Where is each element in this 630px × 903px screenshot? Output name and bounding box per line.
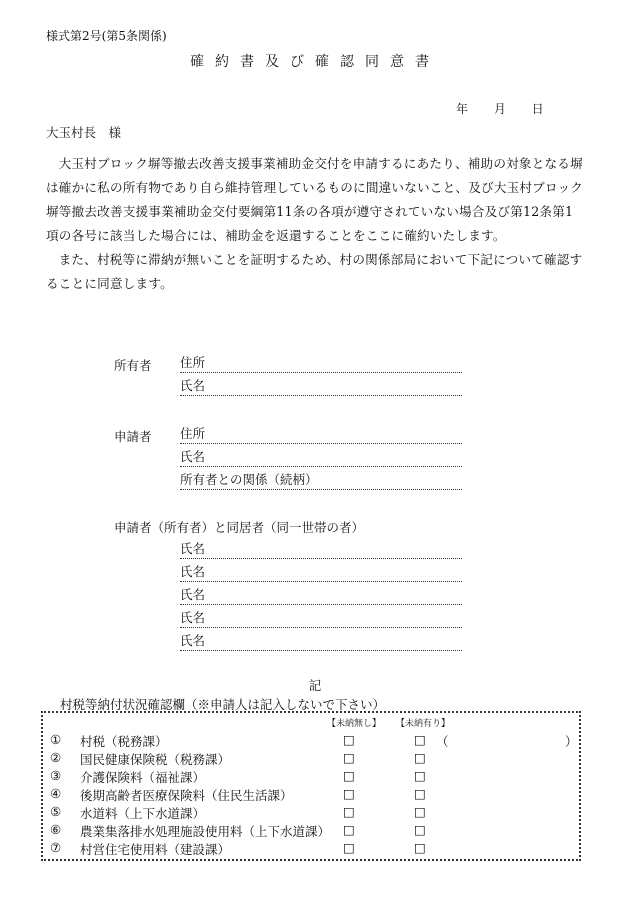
cohabitants-label: 申請者（所有者）と同居者（同一世帯の者） [114,520,365,535]
item-number: ⑤ [50,804,62,819]
confirmation-row-3 [50,768,570,786]
unpaid-yes-checkbox[interactable]: □ [414,804,426,819]
note-paren-close: ） [565,734,578,749]
cohabitant-name-field-4[interactable] [180,609,462,628]
item-label: 国民健康保険税（税務課） [80,752,231,767]
unpaid-none-checkbox[interactable]: □ [343,840,355,855]
unpaid-yes-checkbox[interactable]: □ [414,732,426,747]
confirmation-caption: 村税等納付状況確認欄（※申請人は記入しないで下さい） [60,697,386,712]
item-number: ④ [50,786,62,801]
owner-address-label: 住所 [180,355,206,370]
unpaid-none-checkbox[interactable]: □ [343,822,355,837]
cohabitant-name-field-3[interactable] [180,586,462,605]
applicant-address-field[interactable] [180,425,462,444]
item-number: ① [50,732,62,747]
item-label: 水道料（上下水道課） [80,806,206,821]
unpaid-yes-checkbox[interactable]: □ [414,750,426,765]
unpaid-none-checkbox[interactable]: □ [343,750,355,765]
owner-name-label: 氏名 [180,378,206,393]
cohabitant-name-field-5[interactable] [180,632,462,651]
item-label: 村税（税務課） [80,734,168,749]
item-number: ② [50,750,62,765]
unpaid-yes-checkbox[interactable]: □ [414,822,426,837]
item-label: 介護保険料（福祉課） [80,770,206,785]
cohabitant-name-label: 氏名 [180,610,206,625]
unpaid-none-checkbox[interactable]: □ [343,768,355,783]
applicant-label: 申請者 [114,429,152,444]
confirmation-row-6 [50,822,570,840]
addressee: 大玉村長 様 [46,125,122,140]
unpaid-yes-checkbox[interactable]: □ [414,768,426,783]
confirmation-row-7 [50,840,570,858]
unpaid-none-checkbox[interactable]: □ [343,804,355,819]
applicant-name-label: 氏名 [180,449,206,464]
confirmation-row-5 [50,804,570,822]
cohabitant-name-field-1[interactable] [180,540,462,559]
date-line: 年 月 日 [456,102,544,116]
applicant-address-label: 住所 [180,426,206,441]
item-number: ⑥ [50,822,62,837]
col-unpaid-none: 【未納無し】 [327,719,382,729]
cohabitant-name-label: 氏名 [180,587,206,602]
owner-name-field[interactable] [180,377,462,396]
item-label: 農業集落排水処理施設使用料（上下水道課） [80,824,331,839]
pledge-body [46,152,586,296]
owner-label: 所有者 [114,358,152,373]
confirmation-row-4 [50,786,570,804]
cohabitant-name-field-2[interactable] [180,563,462,582]
item-number: ③ [50,768,62,783]
cohabitant-name-label: 氏名 [180,541,206,556]
consent-paragraph-2: また、村税等に滞納が無いことを証明するため、村の関係部局において下記について確認することに同意します。 [46,252,583,291]
item-label: 後期高齢者医療保険料（住民生活課） [80,788,293,803]
confirmation-row-1 [50,732,578,750]
unpaid-none-checkbox[interactable]: □ [343,786,355,801]
owner-address-field[interactable] [180,354,462,373]
pledge-paragraph-1: 大玉村ブロック塀等撤去改善支援事業補助金交付を申請するにあたり、補助の対象となる塀は確かに私の所有物であり自ら維持管理しているものに間違いないこと、及び大玉村ブロック塀等撤去改善支援事業補助金交付要綱第11条の各項が遵守されていない場合及び第12条第1項の各号に該当した場合には、補助金を返還することをここに確約いたします。 [46,156,584,243]
applicant-name-field[interactable] [180,448,462,467]
item-number: ⑦ [50,840,62,855]
unpaid-yes-checkbox[interactable]: □ [414,840,426,855]
unpaid-yes-checkbox[interactable]: □ [414,786,426,801]
cohabitant-name-label: 氏名 [180,633,206,648]
applicant-relation-field[interactable] [180,471,462,490]
confirmation-row-2 [50,750,570,768]
cohabitant-name-label: 氏名 [180,564,206,579]
ki-heading: 記 [308,678,322,693]
item-label: 村営住宅使用料（建設課） [80,842,231,857]
note-paren-open: （ [436,734,449,749]
document-title: 確約書及び確認同意書 [190,54,440,70]
col-unpaid-yes: 【未納有り】 [396,719,451,729]
applicant-relation-label: 所有者との関係（続柄） [180,472,318,487]
unpaid-none-checkbox[interactable]: □ [343,732,355,747]
form-number: 様式第2号(第5条関係) [46,29,167,43]
